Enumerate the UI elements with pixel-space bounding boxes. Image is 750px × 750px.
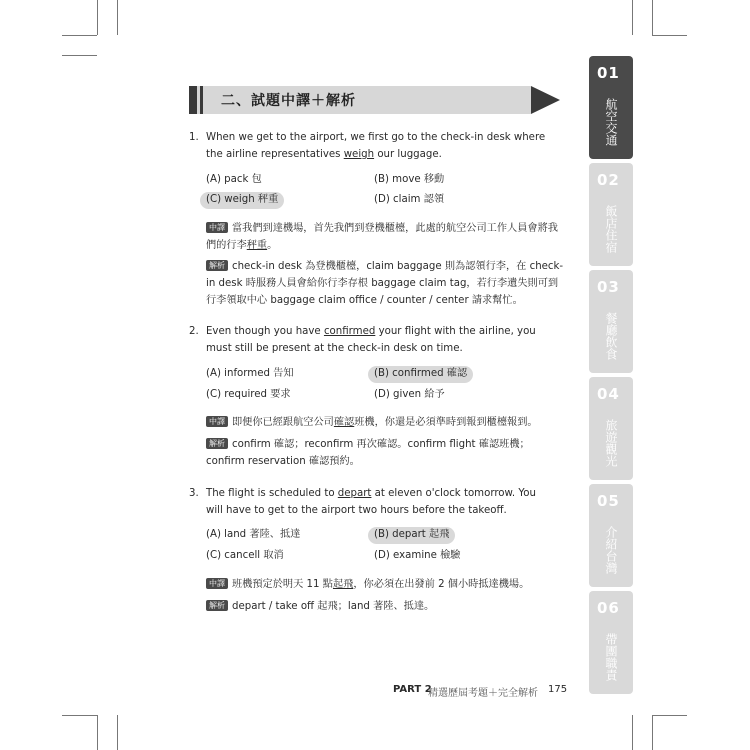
analysis-tag: 解析 bbox=[206, 438, 228, 449]
header-bar bbox=[189, 86, 197, 114]
crop-mark bbox=[652, 0, 653, 35]
analysis: 解析 check-in desk 為登機櫃檯，claim baggage 則為認領行李，在 check-in desk 時服務人員會給你行李存根 baggage claim tag，若行李遺失則可到行李領取中心 baggage claim office / counter / center 請求幫忙。 bbox=[206, 261, 564, 306]
chapter-tab-05[interactable]: 05 介紹台灣 bbox=[589, 484, 633, 587]
analysis: 解析 confirm 確認；reconfirm 再次確認。confirm flight 確認班機；confirm reservation 確認預約。 bbox=[206, 439, 530, 467]
option-b-correct: (B) confirmed 確認 bbox=[368, 366, 473, 383]
translation-tag: 中譯 bbox=[206, 222, 228, 233]
option-c: (C) cancell 取消 bbox=[206, 550, 284, 561]
page-number: 175 bbox=[548, 684, 568, 695]
header-bar bbox=[200, 86, 203, 114]
option-c: (C) required 要求 bbox=[206, 389, 291, 400]
question-number: 2. bbox=[189, 326, 199, 337]
section-header bbox=[189, 86, 531, 114]
footer-part: PART 2 bbox=[393, 684, 432, 695]
translation-tag: 中譯 bbox=[206, 416, 228, 427]
crop-mark bbox=[97, 0, 98, 35]
crop-mark bbox=[652, 715, 653, 750]
chapter-tab-03[interactable]: 03 餐廳飲食 bbox=[589, 270, 633, 373]
header-arrow bbox=[531, 86, 560, 114]
crop-mark bbox=[62, 35, 97, 36]
chapter-tab-01[interactable]: 01 航空交通 bbox=[589, 56, 633, 159]
option-d: (D) examine 檢驗 bbox=[374, 550, 461, 561]
option-c-correct: (C) weigh 秤重 bbox=[200, 192, 284, 209]
option-a: (A) pack 包 bbox=[206, 174, 262, 185]
analysis-tag: 解析 bbox=[206, 260, 228, 271]
crop-mark bbox=[117, 0, 118, 35]
translation: 中譯 即便你已經跟航空公司確認班機，你還是必須準時到報到櫃檯報到。 bbox=[206, 414, 566, 431]
crop-mark bbox=[97, 715, 98, 750]
chapter-tab-02[interactable]: 02 飯店住宿 bbox=[589, 163, 633, 266]
crop-mark bbox=[632, 715, 633, 750]
footer-subtitle: 精選歷屆考題＋完全解析 bbox=[428, 688, 538, 699]
question-text: The flight is scheduled to depart at eleven o'clock tomorrow. You will have to get to the airport two hours before the takeoff. bbox=[206, 488, 536, 516]
question-keyword: weigh bbox=[343, 149, 375, 160]
crop-mark bbox=[62, 715, 97, 716]
option-b: (B) move 移動 bbox=[374, 174, 445, 185]
question-keyword: depart bbox=[337, 488, 372, 499]
crop-mark bbox=[632, 0, 633, 35]
translation-tag: 中譯 bbox=[206, 578, 228, 589]
analysis: 解析 depart / take off 起飛；land 著陸、抵達。 bbox=[206, 598, 566, 615]
question-number: 1. bbox=[189, 132, 199, 143]
crop-mark bbox=[117, 715, 118, 750]
option-d: (D) given 給予 bbox=[374, 389, 445, 400]
crop-mark bbox=[652, 35, 687, 36]
analysis-tag: 解析 bbox=[206, 600, 228, 611]
option-b-correct: (B) depart 起飛 bbox=[368, 527, 455, 544]
chapter-tab-04[interactable]: 04 旅遊觀光 bbox=[589, 377, 633, 480]
question-number: 3. bbox=[189, 488, 199, 499]
question-keyword: confirmed bbox=[323, 326, 376, 337]
question-text: Even though you have confirmed your flight with the airline, you must still be present at the check-in desk on time. bbox=[206, 326, 536, 354]
section-title: 二、試題中譯＋解析 bbox=[221, 93, 356, 109]
option-d: (D) claim 認領 bbox=[374, 194, 445, 205]
translation: 中譯 當我們到達機場，首先我們到登機櫃檯，此處的航空公司工作人員會將我們的行李秤重。 bbox=[206, 223, 558, 251]
option-a: (A) informed 告知 bbox=[206, 368, 294, 379]
crop-mark bbox=[62, 55, 97, 56]
chapter-tab-06[interactable]: 06 帶團職責 bbox=[589, 591, 633, 694]
crop-mark bbox=[652, 715, 687, 716]
option-a: (A) land 著陸、抵達 bbox=[206, 529, 301, 540]
translation: 中譯 班機預定於明天 11 點起飛，你必須在出發前 2 個小時抵達機場。 bbox=[206, 576, 566, 593]
question-text: When we get to the airport, we first go to the check-in desk where the airline representatives weigh our luggage. bbox=[206, 132, 546, 160]
